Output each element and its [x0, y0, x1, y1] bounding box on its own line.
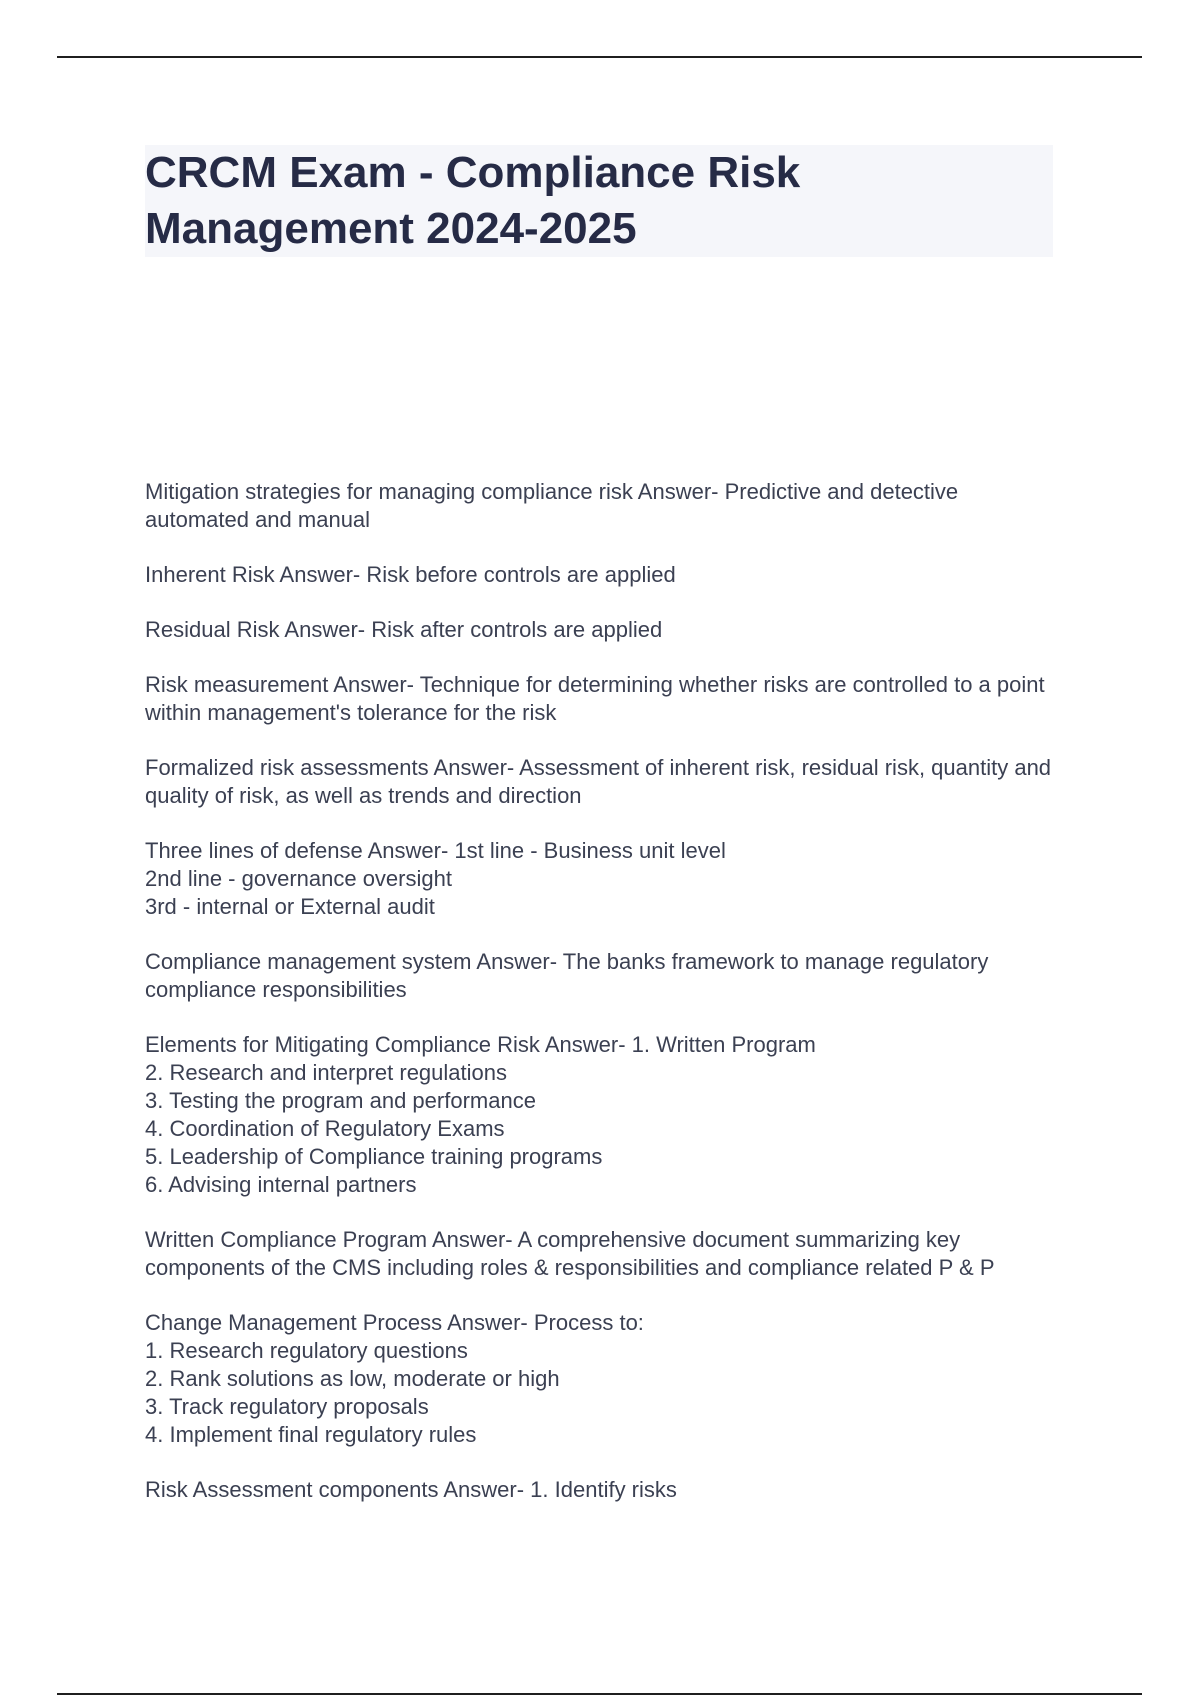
- qa-term: Change Management Process: [145, 1310, 443, 1335]
- qa-answer: Answer- Predictive and detective automated and manual: [145, 479, 959, 532]
- qa-answer: Answer- Process to: 1. Research regulatory questions 2. Rank solutions as low, moderate or high 3. Track regulatory proposals 4. Implement final regulatory rules: [145, 1310, 644, 1447]
- qa-item: [145, 478, 1065, 534]
- qa-term: Compliance management system: [145, 949, 472, 974]
- qa-term: Risk Assessment components: [145, 1477, 439, 1502]
- qa-item: [145, 837, 1065, 921]
- qa-item: [145, 561, 1065, 589]
- qa-term: Inherent Risk: [145, 562, 275, 587]
- qa-term: Written Compliance Program: [145, 1227, 428, 1252]
- qa-term: Three lines of defense: [145, 838, 363, 863]
- title-block: [145, 145, 1053, 257]
- qa-list: [145, 478, 1065, 1531]
- document-title: CRCM Exam - Compliance Risk Management 2024-2025: [145, 148, 801, 253]
- qa-answer: Answer- Risk before controls are applied: [279, 562, 676, 587]
- qa-answer: Answer- 1. Written Program 2. Research and interpret regulations 3. Testing the program and performance 4. Coordination of Regulatory Exams 5. Leadership of Compliance training programs 6. Advising internal partners: [145, 1032, 816, 1197]
- qa-term: Residual Risk: [145, 617, 280, 642]
- qa-item: [145, 671, 1065, 727]
- qa-term: Risk measurement: [145, 672, 329, 697]
- qa-item: [145, 948, 1065, 1004]
- qa-answer: Answer- Technique for determining whether risks are controlled to a point within management's tolerance for the risk: [145, 672, 1045, 725]
- qa-item: [145, 754, 1065, 810]
- qa-answer: Answer- Risk after controls are applied: [284, 617, 663, 642]
- qa-answer: Answer- A comprehensive document summarizing key components of the CMS including roles & responsibilities and compliance related P & P: [145, 1227, 995, 1280]
- qa-item: [145, 1031, 1065, 1199]
- qa-term: Elements for Mitigating Compliance Risk: [145, 1032, 540, 1057]
- qa-item: [145, 1226, 1065, 1282]
- qa-term: Formalized risk assessments: [145, 755, 429, 780]
- qa-item: [145, 1476, 1065, 1504]
- qa-term: Mitigation strategies for managing compliance risk: [145, 479, 633, 504]
- qa-item: [145, 1309, 1065, 1449]
- qa-answer: Answer- 1st line - Business unit level 2nd line - governance oversight 3rd - internal or External audit: [145, 838, 726, 919]
- qa-answer: Answer- The banks framework to manage regulatory compliance responsibilities: [145, 949, 989, 1002]
- qa-answer: Answer- Assessment of inherent risk, residual risk, quantity and quality of risk, as well as trends and direction: [145, 755, 1052, 808]
- qa-item: [145, 616, 1065, 644]
- footer-rule: [57, 1693, 1142, 1695]
- qa-answer: Answer- 1. Identify risks: [443, 1477, 677, 1502]
- header-rule: [57, 56, 1142, 58]
